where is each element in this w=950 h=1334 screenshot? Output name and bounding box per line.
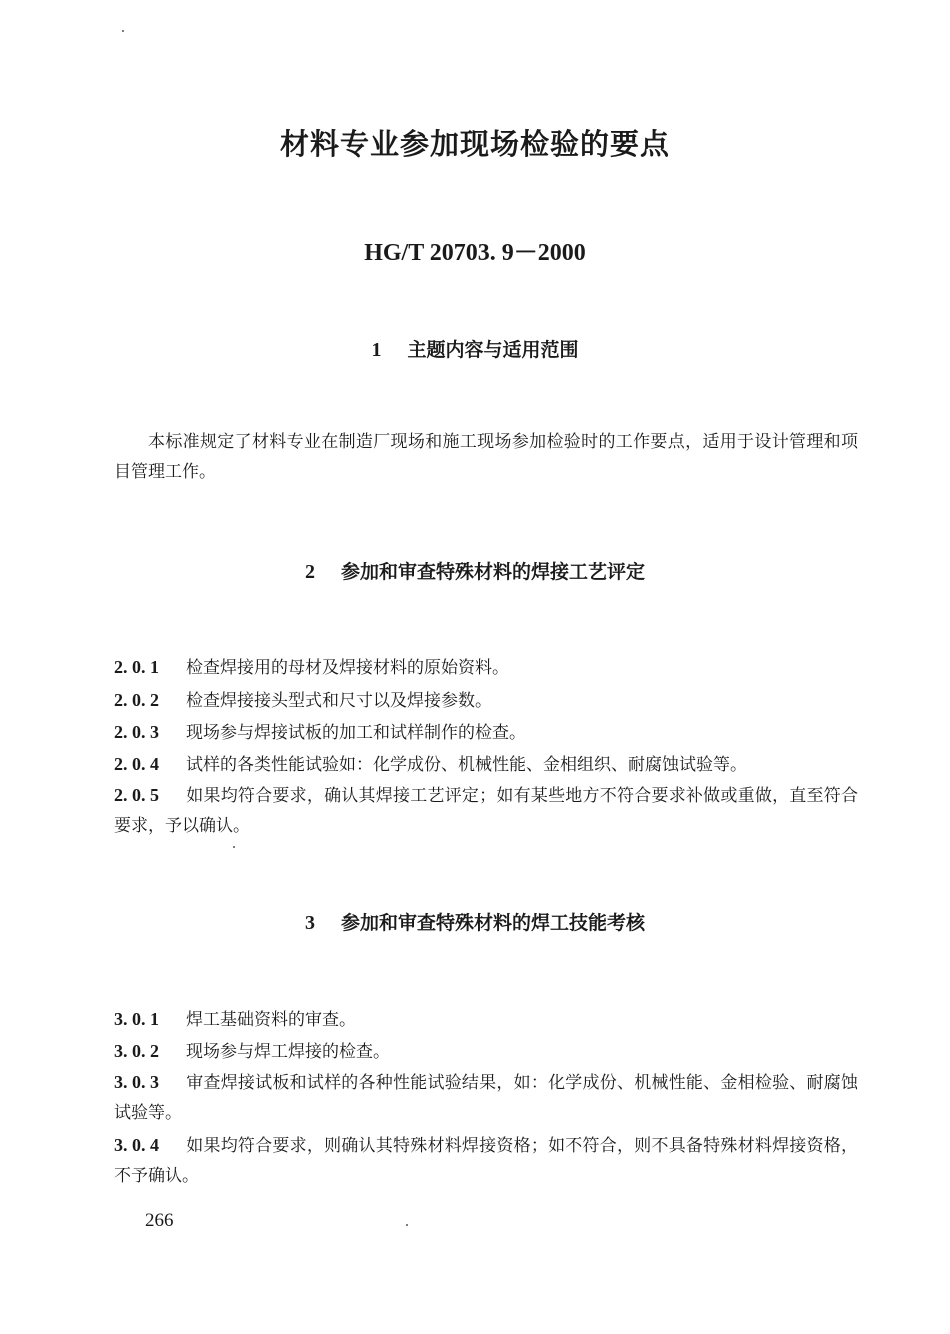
clause-text: 审查焊接试板和试样的各种性能试验结果，如：化学成份、机械性能、金相检验、耐腐蚀试验等。: [114, 1073, 858, 1123]
clause-2-0-3: [114, 717, 858, 748]
clause-text: 如果均符合要求，则确认其特殊材料焊接资格；如不符合，则不具备特殊材料焊接资格，不予确认。: [114, 1136, 858, 1186]
clause-text: 现场参与焊接试板的加工和试样制作的检查。: [186, 723, 526, 743]
section-title: 主题内容与适用范围: [407, 339, 579, 361]
clause-3-0-4: [114, 1130, 858, 1191]
clause-number: 2. 0. 1: [114, 657, 159, 677]
document-title: 材料专业参加现场检验的要点: [279, 127, 670, 161]
clause-text: 焊工基础资料的审查。: [186, 1010, 356, 1030]
clause-3-0-2: [114, 1036, 858, 1067]
clause-text: 试样的各类性能试验如：化学成份、机械性能、金相组织、耐腐蚀试验等。: [186, 755, 747, 775]
scan-speck: [233, 846, 235, 848]
clause-text: 检查焊接用的母材及焊接材料的原始资料。: [186, 658, 509, 678]
section-title: 参加和审查特殊材料的焊工技能考核: [340, 912, 645, 934]
clause-number: 3. 0. 1: [114, 1009, 159, 1029]
clause-2-0-5: [114, 780, 858, 841]
clause-3-0-1: [114, 1004, 858, 1035]
section-2-heading: [0, 557, 950, 584]
section-number: 3: [304, 912, 315, 934]
section-1-paragraph: 本标准规定了材料专业在制造厂现场和施工现场参加检验时的工作要点，适用于设计管理和项目管理工作。: [114, 432, 858, 482]
clause-number: 2. 0. 2: [114, 690, 159, 710]
clause-number: 2. 0. 3: [114, 722, 159, 742]
page-number: 266: [145, 1210, 174, 1231]
clause-number: 3. 0. 2: [114, 1041, 159, 1061]
clause-2-0-4: [114, 749, 858, 780]
section-title: 参加和审查特殊材料的焊接工艺评定: [340, 561, 645, 583]
standard-code: HG/T 20703. 9－2000: [364, 240, 586, 266]
section-3-heading: [0, 908, 950, 935]
clause-number: 3. 0. 3: [114, 1072, 159, 1092]
scan-speck: [406, 1224, 408, 1226]
section-number: 1: [371, 339, 382, 361]
clause-text: 检查焊接接头型式和尺寸以及焊接参数。: [186, 691, 492, 711]
clause-2-0-2: [114, 685, 858, 716]
clause-number: 2. 0. 4: [114, 754, 159, 774]
clause-text: 现场参与焊工焊接的检查。: [186, 1042, 390, 1062]
section-1-heading: [0, 335, 950, 362]
clause-text: 如果均符合要求，确认其焊接工艺评定；如有某些地方不符合要求补做或重做，直至符合要求，予以确认。: [114, 786, 858, 836]
clause-number: 3. 0. 4: [114, 1135, 159, 1155]
clause-number: 2. 0. 5: [114, 785, 159, 805]
section-number: 2: [304, 561, 315, 583]
clause-3-0-3: [114, 1067, 858, 1128]
scan-speck: [122, 30, 124, 32]
clause-2-0-1: [114, 652, 858, 683]
